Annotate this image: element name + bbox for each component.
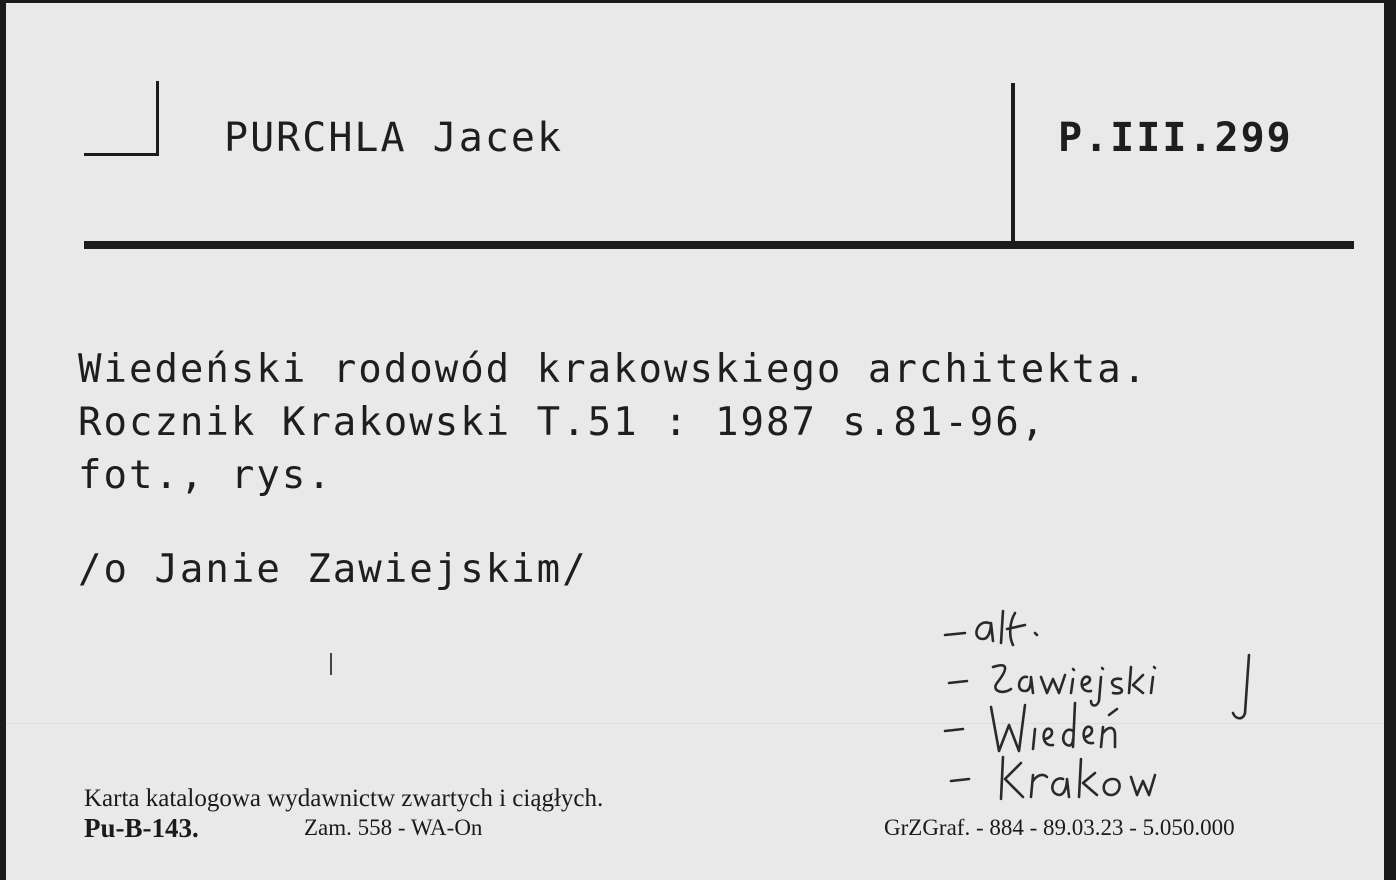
handwritten-annotations: [931, 603, 1291, 803]
card-type-caption: Karta katalogowa wydawnictw zwartych i ciągłych.: [84, 785, 604, 812]
description-line: Wiedeński rodowód krakowskiego architekta.: [78, 347, 1149, 392]
corner-bracket-horizontal: [84, 153, 159, 156]
subject-note: /o Janie Zawiejskim/: [78, 547, 588, 592]
printer-info: GrZGraf. - 884 - 89.03.23 - 5.050.000: [884, 815, 1235, 840]
description-line: Rocznik Krakowski T.51 : 1987 s.81-96,: [78, 400, 1047, 445]
header-rule: [84, 241, 1354, 249]
form-code: Pu-B-143.: [84, 813, 199, 843]
order-info: Zam. 558 - WA-On: [304, 815, 483, 840]
author-name: PURCHLA Jacek: [224, 115, 564, 161]
bibliographic-description: [78, 343, 1148, 502]
header-divider: [1011, 83, 1015, 245]
corner-bracket-vertical: [156, 81, 159, 155]
description-line: fot., rys.: [78, 453, 333, 498]
call-number: P.III.299: [1058, 115, 1293, 161]
stray-mark: [330, 653, 332, 675]
